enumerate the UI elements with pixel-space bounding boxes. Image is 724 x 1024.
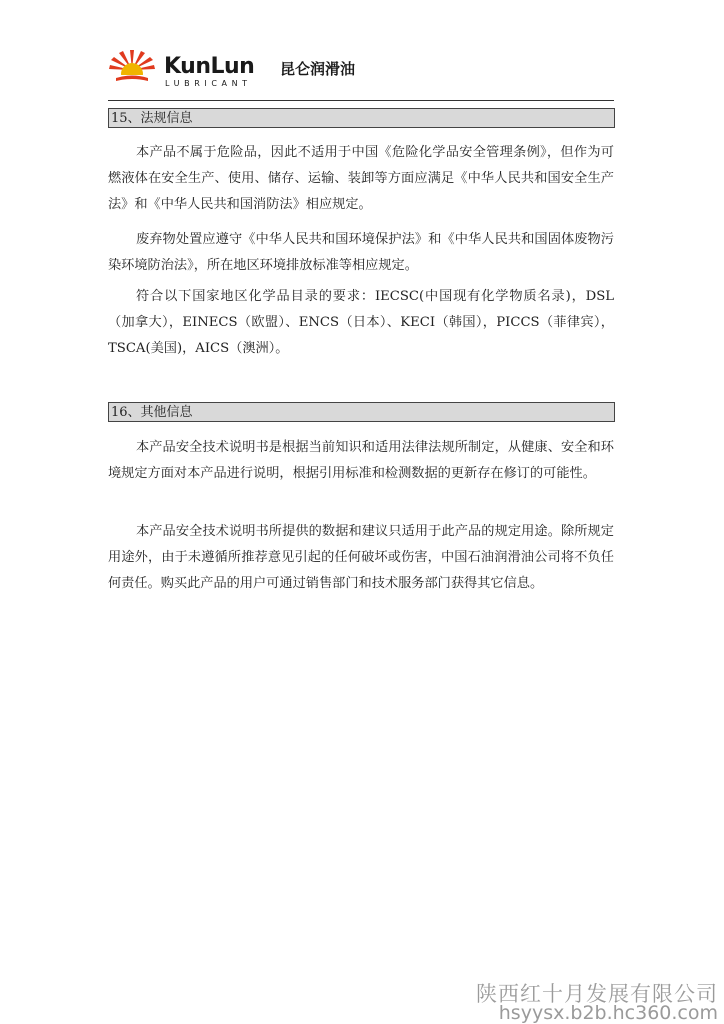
watermark-company: 陕西红十月发展有限公司 (476, 982, 718, 1006)
brand-subtitle: LUBRICANT (165, 79, 252, 88)
kunlun-logo-icon (108, 48, 156, 88)
section-15-paragraph-1: 本产品不属于危险品，因此不适用于中国《危险化学品安全管理条例》，但作为可燃液体在安全生产、使用、储存、运输、装卸等方面应满足《中华人民共和国安全生产法》和《中华人民共和国消防法》相应规定。 (108, 145, 614, 212)
section-16-heading: 16、其他信息 (108, 402, 615, 422)
brand-name-cn: 昆仑润滑油 (280, 60, 356, 78)
brand-name-en: KunLun (164, 54, 255, 79)
section-15-paragraph-3: 符合以下国家地区化学品目录的要求：IECSC(中国现有化学物质名录)，DSL（加拿大），EINECS（欧盟）、ENCS（日本）、KECI（韩国），PICCS（菲律宾），TSCA(美国)，AICS（澳洲）。 (108, 289, 614, 356)
section-16-paragraph-2: 本产品安全技术说明书所提供的数据和建议只适用于此产品的规定用途。除所规定用途外，由于未遵循所推荐意见引起的任何破坏或伤害，中国石油润滑油公司将不负任何责任。购买此产品的用户可通过销售部门和技术服务部门获得其它信息。 (108, 524, 614, 591)
watermark-url: hsyysx.b2b.hc360.com (498, 1002, 718, 1024)
section-16-paragraph-1: 本产品安全技术说明书是根据当前知识和适用法律法规所制定，从健康、安全和环境规定方面对本产品进行说明，根据引用标准和检测数据的更新存在修订的可能性。 (108, 440, 614, 481)
section-15-paragraph-2: 废弃物处置应遵守《中华人民共和国环境保护法》和《中华人民共和国固体废物污染环境防治法》，所在地区环境排放标准等相应规定。 (108, 232, 614, 273)
section-15-heading: 15、法规信息 (108, 108, 615, 128)
document-header (108, 44, 614, 101)
